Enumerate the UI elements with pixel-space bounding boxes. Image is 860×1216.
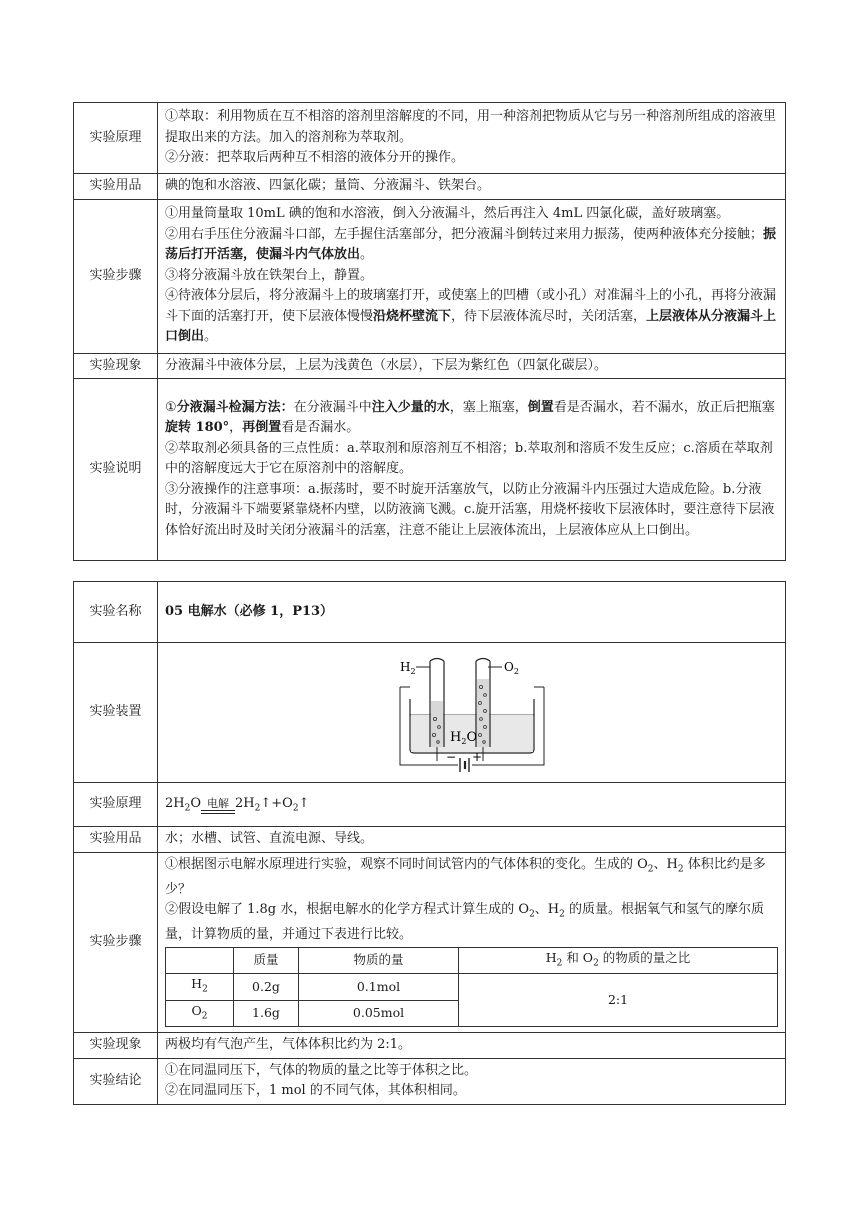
o2-label: $O_2$	[503, 659, 519, 676]
conclusion-2: ②在同温同压下，1 mol 的不同气体，其体积相同。	[165, 1083, 466, 1099]
conclusion-label: 实验结论	[74, 1058, 158, 1104]
principle2-label: 实验原理	[74, 783, 158, 827]
minus-sign: −	[445, 749, 456, 764]
step-1: ①用量筒量取 10mL 碘的饱和水溶液，倒入分液漏斗，然后再注入 4mL 四氯化碳，盖好玻璃塞。	[165, 206, 730, 222]
ratio-value: 2:1	[459, 974, 778, 1027]
steps2-label: 实验步骤	[74, 852, 158, 1033]
step-4-bold-1: 沿烧杯壁流下	[373, 308, 452, 324]
header-ratio: $H_2$ 和 $O_2$ 的物质的量之比	[459, 947, 778, 974]
plus-sign: +	[471, 749, 482, 764]
note-1-num: ①	[165, 399, 177, 415]
note-1-b3: 旋转 180°	[165, 420, 230, 436]
materials-label: 实验用品	[74, 174, 158, 200]
electrolysis-apparatus-diagram	[392, 657, 552, 775]
name-label: 实验名称	[74, 582, 158, 643]
extraction-experiment-table	[73, 102, 786, 561]
notes-label: 实验说明	[74, 379, 158, 561]
principle-content	[158, 103, 786, 174]
phenomenon2-label: 实验现象	[74, 1033, 158, 1059]
materials2-label: 实验用品	[74, 827, 158, 853]
header-amount: 物质的量	[299, 947, 459, 974]
steps2-line-2: ②假设电解了 1.8g 水，根据电解水的化学方程式计算生成的 $O_2$、$H_2$ 的质量。根据氧气和氢气的摩尔质量，计算物质的量，并通过下表进行比较。	[165, 902, 765, 943]
step-4-text: ④待液体分层后，将分液漏斗上的玻璃塞打开，或使塞上的凹槽（或小孔）对准漏斗上的小孔，再将分液漏斗下面的活塞打开，使下层液体慢慢	[165, 288, 777, 324]
step-4-mid: ，待下层液体流尽时，关闭活塞，	[451, 308, 647, 324]
note-1-t5: 看是否漏水。	[281, 420, 360, 436]
experiment-title-text: 05 电解水（必修 1，P13）	[165, 603, 334, 619]
h2-label: $H_2$	[399, 659, 416, 676]
conclusion-content	[158, 1058, 786, 1104]
row-o2-name: $O_2$	[166, 1000, 234, 1027]
electrolysis-experiment-table	[73, 581, 786, 1105]
electrolysis-equation: $2H_2O$ 电解 $2H_2↑+O_2↑$	[158, 783, 786, 827]
row-h2-name: $H_2$	[166, 974, 234, 1001]
step-2-bold: 振荡后打开活塞，使漏斗内气体放出	[165, 226, 777, 263]
steps2-line-1: ①根据图示电解水原理进行实验，观察不同时间试管内的气体体积的变化。生成的 $O_2$、$H_2$ 体积比约是多少？	[165, 856, 766, 897]
row-h2-mass: 0.2g	[234, 974, 299, 1001]
header-mass: 质量	[234, 947, 299, 974]
step-4	[165, 286, 778, 348]
note-1-title: 分液漏斗检漏方法：	[176, 399, 294, 415]
reaction-arrow	[201, 798, 235, 819]
phenomenon2-text: 两极均有气泡产生，气体体积比约为 2:1。	[158, 1033, 786, 1059]
phenomenon-text: 分液漏斗中液体分层，上层为浅黄色（水层），下层为紫红色（四氯化碳层）。	[158, 353, 786, 379]
note-1-t1: 在分液漏斗中	[293, 399, 372, 415]
row-o2-amount: 0.05mol	[299, 1000, 459, 1027]
step-2-end: 。	[360, 247, 374, 263]
note-1-b4: 再倒置	[242, 420, 282, 436]
principle-line-1: ①萃取：利用物质在互不相溶的溶剂里溶解度的不同，用一种溶剂把物质从它与另一种溶剂所组成的溶液里提取出来的方法。加入的溶剂称为萃取剂。	[165, 109, 777, 145]
materials-text: 碘的饱和水溶液、四氯化碳；量筒、分液漏斗、铁架台。	[158, 174, 786, 200]
note-1-b2: 倒置	[527, 399, 554, 415]
note-3: ③分液操作的注意事项：a.振荡时，要不时旋开活塞放气，以防止分液漏斗内压强过大造成危险。b.分液时，分液漏斗下端要紧靠烧杯内壁，以防液滴飞溅。c.旋开活塞，用烧杯接收下层液体时，要注意待下层液体恰好流出时及时关闭分液漏斗的活塞，注意不能让上层液体流出，上层液体应从上口倒出。	[165, 481, 775, 538]
materials2-text: 水；水槽、试管、直流电源、导线。	[158, 827, 786, 853]
row-o2-mass: 1.6g	[234, 1000, 299, 1027]
steps2-content	[158, 852, 786, 1033]
principle-line-2: ②分液：把萃取后两种互不相溶的液体分开的操作。	[165, 150, 465, 166]
header-blank	[166, 947, 234, 974]
note-1-t3: 看是否漏水，若不漏水，放正后把瓶塞	[553, 399, 775, 415]
note-1-t2: ，塞上瓶塞，	[449, 399, 528, 415]
steps-content	[158, 199, 786, 353]
note-2: ②萃取剂必须具备的三点性质：a.萃取剂和原溶剂互不相溶；b.萃取剂和溶质不发生反应；c.溶质在萃取剂中的溶解度远大于它在原溶剂中的溶解度。	[165, 440, 773, 477]
apparatus-cell	[158, 643, 786, 783]
note-1	[165, 398, 778, 439]
experiment-title	[158, 582, 786, 643]
steps-label: 实验步骤	[74, 199, 158, 353]
principle-label: 实验原理	[74, 103, 158, 174]
apparatus-label: 实验装置	[74, 643, 158, 783]
row-h2-amount: 0.1mol	[299, 974, 459, 1001]
note-1-t4: ，	[229, 420, 243, 436]
conclusion-1: ①在同温同压下，气体的物质的量之比等于体积之比。	[165, 1062, 478, 1078]
notes-content	[158, 379, 786, 561]
water-label: $H_2O$	[449, 729, 477, 746]
step-2	[165, 225, 778, 266]
step-2-text: ②用右手压住分液漏斗口部，左手握住活塞部分，把分液漏斗倒转过来用力振荡，使两种液体充分接触；	[165, 226, 764, 242]
reaction-condition: 电解	[207, 797, 230, 811]
comparison-table	[165, 947, 778, 1028]
step-4-bold-2: 上层液体从分液漏斗上口倒出	[165, 308, 777, 345]
step-4-end: 。	[204, 329, 218, 345]
step-3: ③将分液漏斗放在铁架台上，静置。	[165, 267, 374, 283]
phenomenon-label: 实验现象	[74, 353, 158, 379]
note-1-b1: 注入少量的水	[371, 399, 450, 415]
